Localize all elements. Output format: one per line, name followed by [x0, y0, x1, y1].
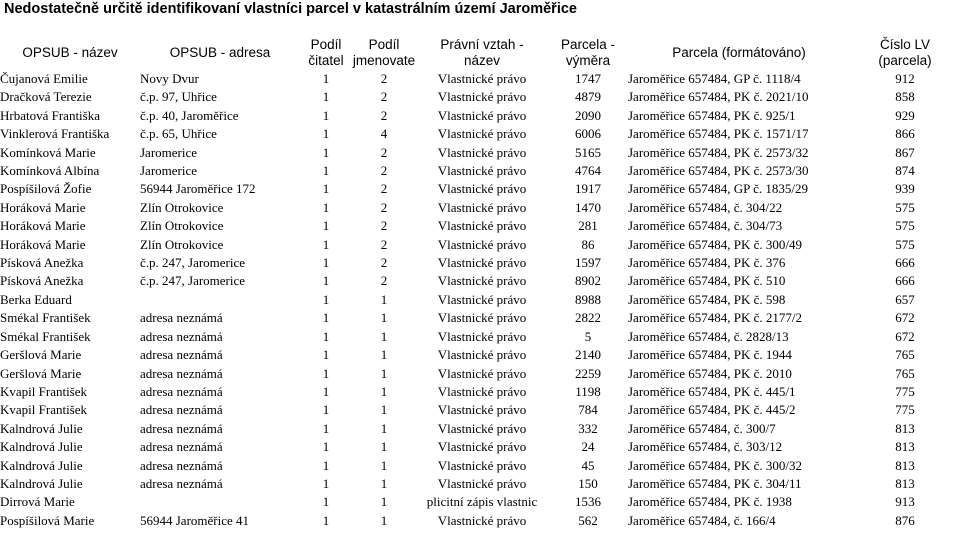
cell-share-reader: 1 [322, 144, 330, 160]
table-row [0, 236, 960, 254]
cell-parcel-area: 6006 [575, 126, 601, 142]
cell-parcel-area: 1597 [575, 255, 601, 271]
cell-parcel-formatted: Jaroměřice 657484, GP č. 1835/29 [628, 181, 809, 197]
cell-lv-number: 765 [895, 347, 915, 363]
cell-lv-number: 929 [895, 107, 915, 123]
cell-parcel-area: 4764 [575, 163, 601, 179]
cell-owner-address: 56944 Jaroměřice 172 [140, 181, 256, 197]
owners-table [0, 36, 960, 530]
cell-legal-relation: Vlastnické právo [437, 218, 527, 234]
cell-share-denominator: 2 [380, 273, 388, 289]
cell-owner-name: Čujanová Emilie [0, 71, 88, 86]
cell-legal-relation: Vlastnické právo [437, 107, 527, 123]
cell-share-denominator: 1 [380, 402, 388, 418]
header-parcel-area: Parcela - výměra [560, 37, 616, 68]
table-row [0, 70, 960, 88]
header-owner-name: OPSUB - název [22, 45, 118, 60]
table-row [0, 217, 960, 235]
cell-parcel-area: 281 [578, 218, 598, 234]
cell-owner-name: Písková Anežka [0, 255, 84, 271]
cell-lv-number: 775 [895, 402, 915, 418]
cell-share-reader: 1 [322, 475, 330, 491]
cell-parcel-area: 24 [581, 439, 595, 455]
cell-lv-number: 813 [895, 475, 915, 491]
cell-parcel-area: 2822 [575, 310, 601, 326]
cell-parcel-formatted: Jaroměřice 657484, PK č. 2573/30 [628, 163, 809, 179]
cell-share-denominator: 1 [380, 291, 388, 307]
cell-parcel-area: 8902 [575, 273, 601, 289]
table-row [0, 144, 960, 162]
cell-lv-number: 672 [895, 310, 915, 326]
table-row [0, 365, 960, 383]
cell-share-denominator: 2 [380, 255, 388, 271]
cell-parcel-area: 5165 [575, 144, 601, 160]
cell-owner-name: Berka Eduard [0, 291, 72, 307]
cell-share-denominator: 1 [380, 365, 388, 381]
cell-share-reader: 1 [322, 218, 330, 234]
cell-share-denominator: 2 [380, 199, 388, 215]
table-row [0, 438, 960, 456]
cell-share-denominator: 2 [380, 71, 388, 86]
cell-legal-relation: Vlastnické právo [437, 126, 527, 142]
table-row [0, 162, 960, 180]
cell-share-reader: 1 [322, 163, 330, 179]
cell-parcel-area: 2090 [575, 107, 601, 123]
cell-owner-address: adresa neznámá [140, 457, 223, 473]
cell-parcel-area: 1917 [575, 181, 601, 197]
cell-parcel-formatted: Jaroměřice 657484, PK č. 304/11 [628, 475, 802, 491]
cell-owner-name: Komínková Albína [0, 163, 100, 179]
cell-parcel-formatted: Jaroměřice 657484, PK č. 300/32 [628, 457, 803, 473]
cell-share-reader: 1 [322, 347, 330, 363]
cell-share-denominator: 1 [380, 439, 388, 455]
cell-share-denominator: 1 [380, 328, 388, 344]
cell-owner-name: Kalndrová Julie [0, 439, 83, 455]
cell-share-reader: 1 [322, 310, 330, 326]
cell-owner-address [140, 291, 300, 309]
cell-owner-name: Kvapil František [0, 383, 88, 399]
cell-legal-relation: Vlastnické právo [437, 89, 527, 105]
cell-parcel-formatted: Jaroměřice 657484, PK č. 1938 [628, 494, 792, 510]
cell-share-denominator: 2 [380, 144, 388, 160]
cell-lv-number: 858 [895, 89, 915, 105]
cell-share-reader: 1 [322, 420, 330, 436]
cell-share-denominator: 1 [380, 512, 388, 528]
cell-lv-number: 912 [895, 71, 915, 86]
cell-parcel-area: 5 [584, 328, 592, 344]
cell-legal-relation: Vlastnické právo [437, 402, 527, 418]
cell-share-denominator: 1 [380, 383, 388, 399]
cell-parcel-area: 150 [578, 475, 598, 491]
cell-share-denominator: 1 [380, 475, 388, 491]
cell-owner-name: Kalndrová Julie [0, 475, 83, 491]
table-row [0, 420, 960, 438]
cell-parcel-formatted: Jaroměřice 657484, PK č. 2021/10 [628, 89, 809, 105]
cell-legal-relation: Vlastnické právo [437, 310, 527, 326]
cell-legal-relation: Vlastnické právo [437, 347, 527, 363]
cell-owner-name: Horáková Marie [0, 199, 86, 215]
table-row [0, 512, 960, 530]
cell-parcel-formatted: Jaroměřice 657484, č. 304/73 [628, 218, 783, 234]
cell-owner-address: adresa neznámá [140, 402, 223, 418]
cell-share-denominator: 2 [380, 181, 388, 197]
cell-parcel-area: 2259 [575, 365, 601, 381]
table-row [0, 457, 960, 475]
cell-owner-name: Geršlová Marie [0, 365, 82, 381]
cell-owner-name: Vinklerová Františka [0, 126, 110, 142]
cell-owner-address: adresa neznámá [140, 439, 223, 455]
header-share-denominator: Podíl jmenovate [352, 37, 416, 68]
cell-share-denominator: 2 [380, 163, 388, 179]
cell-share-reader: 1 [322, 328, 330, 344]
table-row [0, 328, 960, 346]
cell-share-denominator: 1 [380, 420, 388, 436]
cell-lv-number: 874 [895, 163, 915, 179]
table-row [0, 272, 960, 290]
cell-owner-name: Horáková Marie [0, 236, 86, 252]
cell-parcel-area: 332 [578, 420, 598, 436]
table-row [0, 125, 960, 143]
cell-lv-number: 813 [895, 439, 915, 455]
cell-owner-address: č.p. 97, Uhřice [140, 89, 217, 105]
cell-legal-relation: plicitní zápis vlastnic [426, 494, 538, 510]
header-lv-number: Číslo LV (parcela) [878, 37, 932, 68]
cell-owner-name: Smékal František [0, 310, 91, 326]
cell-legal-relation: Vlastnické právo [437, 291, 527, 307]
cell-parcel-formatted: Jaroměřice 657484, č. 304/22 [628, 199, 783, 215]
cell-lv-number: 939 [895, 181, 915, 197]
cell-parcel-area: 1747 [575, 71, 601, 86]
cell-owner-address: adresa neznámá [140, 347, 223, 363]
cell-lv-number: 666 [895, 273, 915, 289]
cell-owner-name: Geršlová Marie [0, 347, 82, 363]
cell-parcel-formatted: Jaroměřice 657484, PK č. 1571/17 [628, 126, 809, 142]
header-legal-relation: Právní vztah - název [440, 37, 524, 68]
table-row [0, 88, 960, 106]
cell-legal-relation: Vlastnické právo [437, 163, 527, 179]
header-parcel-formatted: Parcela (formátováno) [672, 45, 806, 60]
cell-owner-name: Komínková Marie [0, 144, 96, 160]
cell-owner-address: 56944 Jaroměřice 41 [140, 512, 250, 528]
cell-legal-relation: Vlastnické právo [437, 199, 527, 215]
table-row [0, 475, 960, 493]
cell-owner-name: Kalndrová Julie [0, 420, 83, 436]
cell-owner-name: Pospíšilová Žofie [0, 181, 92, 197]
cell-share-denominator: 1 [380, 310, 388, 326]
cell-parcel-formatted: Jaroměřice 657484, PK č. 598 [628, 291, 786, 307]
cell-owner-address: adresa neznámá [140, 420, 223, 436]
cell-legal-relation: Vlastnické právo [437, 328, 527, 344]
cell-share-denominator: 2 [380, 107, 388, 123]
cell-parcel-formatted: Jaroměřice 657484, č. 300/7 [628, 420, 776, 436]
cell-share-reader: 1 [322, 457, 330, 473]
cell-lv-number: 575 [895, 218, 915, 234]
cell-owner-address: adresa neznámá [140, 475, 223, 491]
cell-lv-number: 765 [895, 365, 915, 381]
cell-owner-address: č.p. 247, Jaromerice [140, 273, 246, 289]
cell-share-reader: 1 [322, 512, 330, 528]
cell-legal-relation: Vlastnické právo [437, 365, 527, 381]
cell-share-reader: 1 [322, 383, 330, 399]
cell-legal-relation: Vlastnické právo [437, 144, 527, 160]
cell-parcel-area: 1470 [575, 199, 601, 215]
cell-parcel-area: 562 [578, 512, 598, 528]
cell-share-denominator: 1 [380, 347, 388, 363]
cell-owner-address: č.p. 247, Jaromerice [140, 255, 246, 271]
cell-owner-address: adresa neznámá [140, 383, 223, 399]
cell-owner-address: Jaromerice [140, 144, 198, 160]
cell-share-reader: 1 [322, 439, 330, 455]
cell-share-reader: 1 [322, 291, 330, 307]
cell-legal-relation: Vlastnické právo [437, 181, 527, 197]
cell-owner-address: Jaromerice [140, 163, 198, 179]
cell-owner-name: Smékal František [0, 328, 91, 344]
cell-legal-relation: Vlastnické právo [437, 475, 527, 491]
cell-share-reader: 1 [322, 126, 330, 142]
cell-lv-number: 775 [895, 383, 915, 399]
cell-share-denominator: 1 [380, 457, 388, 473]
cell-owner-address: Zlín Otrokovice [140, 218, 224, 234]
cell-parcel-area: 2140 [575, 347, 601, 363]
cell-parcel-formatted: Jaroměřice 657484, PK č. 925/1 [628, 107, 796, 123]
cell-lv-number: 575 [895, 236, 915, 252]
table-row [0, 309, 960, 327]
table-row [0, 180, 960, 198]
cell-share-denominator: 1 [380, 494, 388, 510]
cell-owner-address: adresa neznámá [140, 310, 223, 326]
cell-parcel-formatted: Jaroměřice 657484, PK č. 300/49 [628, 236, 803, 252]
table-body [0, 70, 960, 530]
cell-lv-number: 913 [895, 494, 915, 510]
header-owner-address: OPSUB - adresa [169, 45, 271, 60]
cell-parcel-area: 8988 [575, 291, 601, 307]
header-share-reader: Podíl čitatel [308, 37, 344, 68]
cell-owner-address: adresa neznámá [140, 365, 223, 381]
cell-parcel-area: 45 [581, 457, 595, 473]
cell-lv-number: 866 [895, 126, 915, 142]
cell-owner-address: Novy Dvur [140, 71, 199, 86]
cell-parcel-formatted: Jaroměřice 657484, PK č. 2010 [628, 365, 792, 381]
cell-legal-relation: Vlastnické právo [437, 383, 527, 399]
cell-owner-name: Dračková Terezie [0, 89, 92, 105]
cell-legal-relation: Vlastnické právo [437, 439, 527, 455]
cell-owner-name: Horáková Marie [0, 218, 86, 234]
cell-share-reader: 1 [322, 89, 330, 105]
cell-share-reader: 1 [322, 181, 330, 197]
cell-owner-address: Zlín Otrokovice [140, 199, 224, 215]
cell-lv-number: 666 [895, 255, 915, 271]
cell-share-reader: 1 [322, 107, 330, 123]
cell-owner-name: Písková Anežka [0, 273, 84, 289]
cell-owner-name: Pospíšilová Marie [0, 512, 95, 528]
cell-parcel-formatted: Jaroměřice 657484, č. 303/12 [628, 439, 783, 455]
cell-legal-relation: Vlastnické právo [437, 255, 527, 271]
cell-parcel-area: 4879 [575, 89, 601, 105]
cell-owner-address: č.p. 40, Jaroměřice [140, 107, 239, 123]
cell-parcel-formatted: Jaroměřice 657484, PK č. 510 [628, 273, 786, 289]
cell-parcel-formatted: Jaroměřice 657484, PK č. 445/2 [628, 402, 796, 418]
table-row [0, 346, 960, 364]
cell-lv-number: 867 [895, 144, 915, 160]
cell-share-reader: 1 [322, 494, 330, 510]
cell-share-denominator: 2 [380, 89, 388, 105]
cell-owner-address: Zlín Otrokovice [140, 236, 224, 252]
cell-parcel-formatted: Jaroměřice 657484, PK č. 2177/2 [628, 310, 803, 326]
cell-parcel-formatted: Jaroměřice 657484, č. 166/4 [628, 512, 776, 528]
cell-lv-number: 813 [895, 420, 915, 436]
cell-lv-number: 657 [895, 291, 915, 307]
cell-legal-relation: Vlastnické právo [437, 457, 527, 473]
cell-legal-relation: Vlastnické právo [437, 273, 527, 289]
cell-share-reader: 1 [322, 236, 330, 252]
cell-parcel-area: 1536 [575, 494, 601, 510]
cell-parcel-formatted: Jaroměřice 657484, č. 2828/13 [628, 328, 789, 344]
cell-lv-number: 813 [895, 457, 915, 473]
cell-owner-name: Hrbatová Františka [0, 107, 101, 123]
cell-legal-relation: Vlastnické právo [437, 420, 527, 436]
cell-lv-number: 672 [895, 328, 915, 344]
table-row [0, 107, 960, 125]
cell-share-reader: 1 [322, 402, 330, 418]
cell-owner-address: adresa neznámá [140, 328, 223, 344]
cell-share-reader: 1 [322, 273, 330, 289]
cell-legal-relation: Vlastnické právo [437, 236, 527, 252]
cell-share-denominator: 4 [380, 126, 388, 142]
table-row [0, 254, 960, 272]
page-title: Nedostatečně určitě identifikovaní vlastníci parcel v katastrálním území Jaroměřice [4, 1, 577, 17]
table-row [0, 493, 960, 511]
cell-parcel-formatted: Jaroměřice 657484, PK č. 2573/32 [628, 144, 809, 160]
cell-share-reader: 1 [322, 71, 330, 86]
table-row [0, 291, 960, 309]
cell-share-reader: 1 [322, 199, 330, 215]
cell-lv-number: 575 [895, 199, 915, 215]
cell-parcel-formatted: Jaroměřice 657484, PK č. 1944 [628, 347, 792, 363]
cell-parcel-formatted: Jaroměřice 657484, PK č. 376 [628, 255, 786, 271]
table-row [0, 401, 960, 419]
cell-parcel-area: 86 [581, 236, 595, 252]
cell-share-reader: 1 [322, 255, 330, 271]
table-row [0, 199, 960, 217]
cell-owner-name: Dirrová Marie [0, 494, 75, 510]
cell-share-denominator: 2 [380, 236, 388, 252]
cell-parcel-area: 784 [578, 402, 598, 418]
cell-legal-relation: Vlastnické právo [437, 512, 527, 528]
cell-parcel-area: 1198 [575, 383, 601, 399]
cell-legal-relation: Vlastnické právo [437, 71, 527, 86]
cell-share-reader: 1 [322, 365, 330, 381]
table-row [0, 383, 960, 401]
cell-owner-address [140, 493, 300, 511]
cell-owner-name: Kalndrová Julie [0, 457, 83, 473]
cell-share-denominator: 2 [380, 218, 388, 234]
table-header-row [0, 36, 960, 70]
cell-owner-address: č.p. 65, Uhřice [140, 126, 217, 142]
cell-lv-number: 876 [895, 512, 915, 528]
cell-parcel-formatted: Jaroměřice 657484, PK č. 445/1 [628, 383, 796, 399]
cell-owner-name: Kvapil František [0, 402, 88, 418]
cell-parcel-formatted: Jaroměřice 657484, GP č. 1118/4 [628, 71, 801, 86]
